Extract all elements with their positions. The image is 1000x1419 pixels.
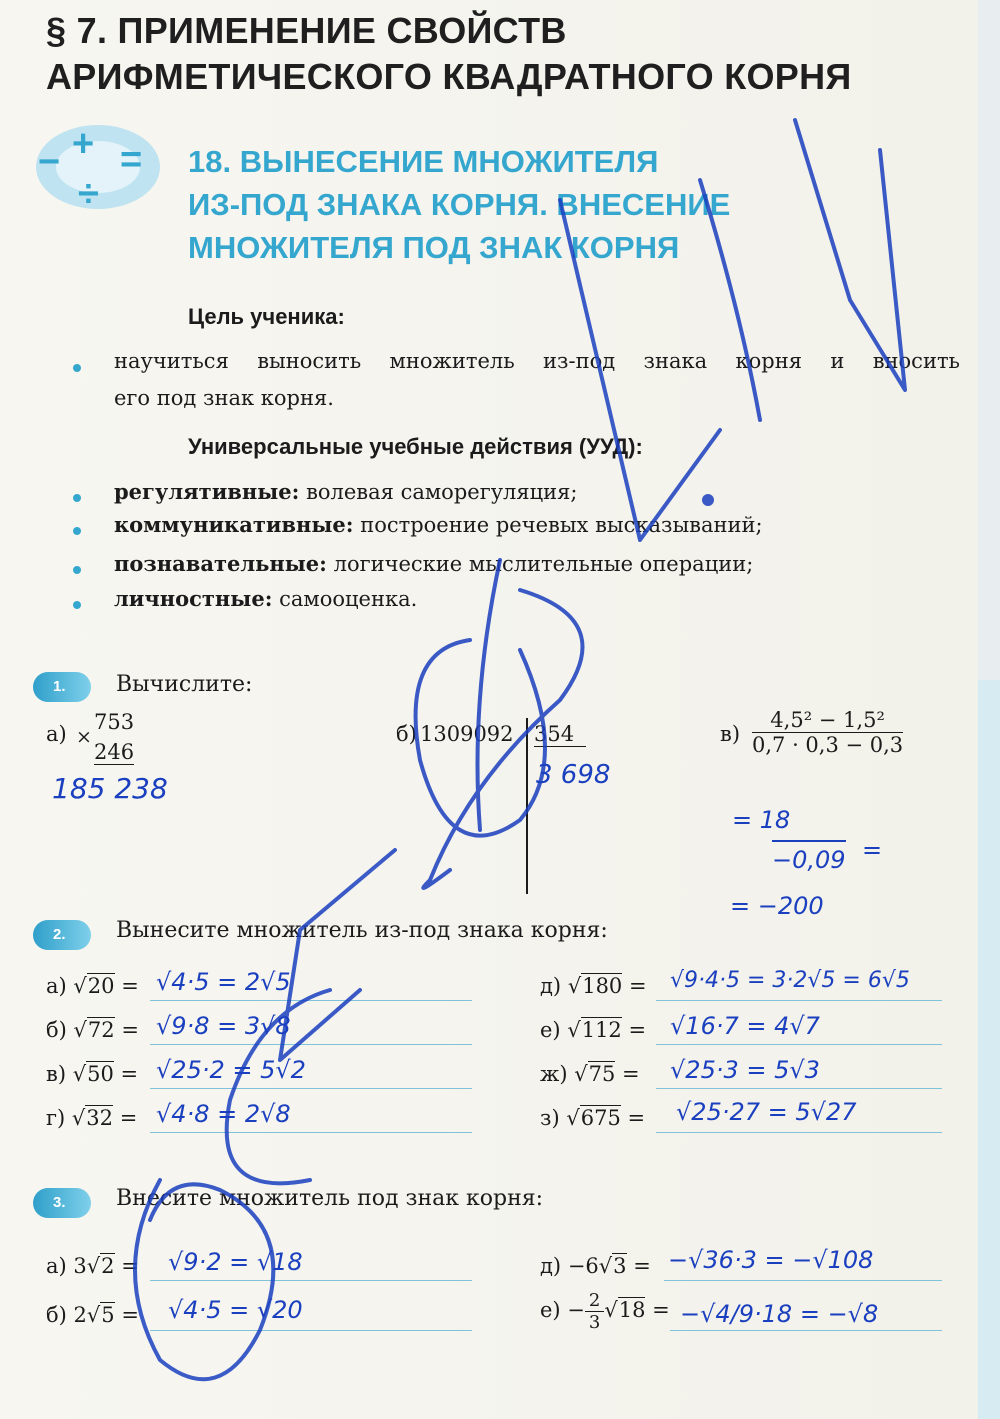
item-label: б): [46, 1018, 67, 1042]
sqrt-sign: √: [567, 1018, 581, 1042]
exercise-task: Внесите множитель под знак корня:: [116, 1186, 544, 1211]
uud-item-term: познавательные:: [114, 551, 327, 576]
handwritten-fraction-bar: [772, 840, 846, 842]
handwritten-answer: √4·5 = √20: [168, 1296, 303, 1324]
answer-line: [656, 1088, 942, 1089]
answer-line: [656, 1132, 942, 1133]
exercise-task: Вычислите:: [116, 672, 253, 697]
uud-item: [114, 507, 763, 543]
answer-line: [656, 1000, 942, 1001]
handwritten-answer: √4·8 = 2√8: [156, 1100, 291, 1128]
ex2-item: д) √180 =: [540, 974, 647, 998]
bullet: [73, 566, 81, 574]
radicand: 675: [580, 1106, 621, 1130]
page-edge: [978, 0, 1000, 680]
section-title: [188, 140, 730, 269]
item-label: б): [46, 1303, 67, 1327]
sqrt-sign: √: [72, 1062, 87, 1086]
ex1-a-bottom: 246: [94, 740, 135, 764]
sqrt-sign: √: [604, 1298, 618, 1322]
answer-line: [656, 1044, 942, 1045]
answer-line: [150, 1044, 472, 1045]
section-title-line2: ИЗ-ПОД ЗНАКА КОРНЯ. ВНЕСЕНИЕ: [188, 187, 731, 222]
sqrt-sign: √: [86, 1303, 101, 1327]
radicand: 2: [101, 1254, 115, 1278]
handwritten-answer: √4·5 = 2√5: [156, 968, 291, 996]
radicand: 75: [588, 1062, 616, 1086]
ex1-b-divisor: 354: [534, 722, 586, 747]
uud-item-term: регулятивные:: [114, 479, 300, 504]
coefficient: −6: [567, 1254, 599, 1278]
handwritten-answer: √25·3 = 5√3: [670, 1056, 820, 1084]
goal-text-line1: научиться выносить множитель из-под знака корня и вносить: [114, 349, 960, 373]
ex1-b-label: б): [396, 722, 417, 746]
item-label: з): [540, 1106, 560, 1130]
handwritten-step: = 18: [732, 806, 791, 834]
handwritten-answer: √25·27 = 5√27: [676, 1098, 857, 1126]
ex2-item: б) √72 =: [46, 1018, 139, 1042]
coefficient: 3: [73, 1254, 87, 1278]
ex2-item: ж) √75 =: [540, 1062, 640, 1086]
radicand: 18: [618, 1298, 646, 1322]
exercise-number: 1.: [33, 672, 91, 702]
uud-heading: Универсальные учебные действия (УУД):: [188, 434, 643, 459]
radicand: 5: [101, 1303, 115, 1327]
division-bar: [526, 718, 528, 894]
item-label: а): [46, 1254, 67, 1278]
item-label: д): [540, 974, 562, 998]
math-signs-icon: [28, 112, 188, 222]
uud-item: [114, 474, 577, 510]
radicand: 180: [582, 974, 623, 998]
svg-text:=: =: [120, 139, 143, 181]
uud-item: [114, 581, 417, 617]
handwritten-step: −0,09: [772, 846, 846, 874]
coefficient: 2: [73, 1303, 87, 1327]
radicand: 3: [613, 1254, 627, 1278]
sqrt-sign: √: [73, 974, 87, 998]
answer-line: [150, 1088, 472, 1089]
multiply-sign: ×: [76, 726, 92, 748]
ex1-v-fraction: [752, 708, 903, 757]
answer-line: [150, 1280, 472, 1281]
svg-text:÷: ÷: [78, 173, 99, 215]
ex2-item: в) √50 =: [46, 1062, 139, 1086]
bullet: [73, 601, 81, 609]
handwritten-step: = −200: [730, 892, 824, 920]
answer-line: [150, 1000, 472, 1001]
fraction: [585, 1290, 604, 1333]
item-label: д): [540, 1254, 562, 1278]
sqrt-sign: √: [71, 1106, 86, 1130]
sqrt-sign: √: [567, 974, 582, 998]
uud-item-desc: построение речевых высказываний;: [353, 513, 763, 537]
fraction-numerator: 2: [585, 1290, 604, 1312]
ex2-item: а) √20 =: [46, 974, 139, 998]
exercise-number: 2.: [33, 920, 91, 950]
item-label: г): [46, 1106, 66, 1130]
handwritten-answer: √9·2 = √18: [168, 1248, 303, 1276]
ex1-b-dividend: 1309092: [420, 722, 514, 746]
item-label: ж): [540, 1062, 568, 1086]
handwritten-answer: 185 238: [52, 772, 168, 805]
chapter-title: [46, 8, 852, 100]
ex2-item: з) √675 =: [540, 1106, 646, 1130]
item-label: в): [46, 1062, 67, 1086]
radicand: 72: [87, 1018, 115, 1042]
handwritten-answer: √9·8 = 3√8: [156, 1012, 291, 1040]
sqrt-sign: √: [566, 1106, 580, 1130]
answer-line: [150, 1132, 472, 1133]
ex1-a-label: а): [46, 722, 67, 746]
uud-item-desc: волевая саморегуляция;: [299, 480, 578, 504]
item-label: е): [540, 1018, 561, 1042]
exercise-number: 3.: [33, 1188, 91, 1218]
section-title-line3: МНОЖИТЕЛЯ ПОД ЗНАК КОРНЯ: [188, 230, 680, 265]
radicand: 32: [86, 1106, 114, 1130]
fraction-denominator: 3: [588, 1312, 601, 1333]
sqrt-sign: √: [73, 1018, 87, 1042]
handwritten-step: =: [862, 836, 883, 864]
sqrt-sign: √: [86, 1254, 101, 1278]
uud-item: [114, 546, 753, 582]
ex2-item: г) √32 =: [46, 1106, 138, 1130]
handwritten-answer: √9·4·5 = 3·2√5 = 6√5: [670, 968, 910, 993]
page-edge-tab: [978, 680, 1000, 1419]
sqrt-sign: √: [574, 1062, 588, 1086]
handwritten-answer: 3 698: [536, 760, 611, 790]
uud-item-desc: логические мыслительные операции;: [326, 552, 754, 576]
ex1-v-label: в): [720, 722, 741, 746]
ex3-item: б) 2√5 =: [46, 1303, 139, 1327]
bullet: [73, 364, 81, 372]
item-label: е): [540, 1298, 561, 1322]
uud-item-term: личностные:: [114, 586, 273, 611]
sqrt-sign: √: [598, 1254, 613, 1278]
ex3-item: а) 3√2 =: [46, 1254, 139, 1278]
ex2-item: е) √112 =: [540, 1018, 647, 1042]
radicand: 50: [87, 1062, 114, 1086]
svg-text:−: −: [38, 141, 61, 183]
goal-heading: Цель ученика:: [188, 304, 345, 329]
answer-line: [664, 1280, 942, 1281]
handwritten-answer: √25·2 = 5√2: [156, 1056, 306, 1084]
answer-line: [670, 1330, 942, 1331]
radicand: 20: [87, 974, 115, 998]
exercise-task: Вынесите множитель из-под знака корня:: [116, 918, 608, 943]
fraction-numerator: 4,5² − 1,5²: [752, 708, 903, 733]
svg-text:+: +: [72, 123, 95, 165]
chapter-title-line1: § 7. ПРИМЕНЕНИЕ СВОЙСТВ: [46, 10, 567, 51]
handwritten-answer: −√36·3 = −√108: [668, 1246, 874, 1274]
ex3-item: е) − $\frac{2}{3}$ √18 =: [540, 1290, 670, 1333]
answer-line: [150, 1330, 472, 1331]
handwritten-answer: √16·7 = 4√7: [670, 1012, 820, 1040]
ex1-a-top: 753: [94, 710, 135, 734]
fraction: [752, 708, 903, 757]
chapter-title-line2: АРИФМЕТИЧЕСКОГО КВАДРАТНОГО КОРНЯ: [46, 56, 852, 97]
bullet: [73, 527, 81, 535]
ex3-item: д) −6√3 =: [540, 1254, 651, 1278]
section-title-line1: 18. ВЫНЕСЕНИЕ МНОЖИТЕЛЯ: [188, 144, 659, 179]
handwritten-answer: −√4/9·18 = −√8: [680, 1300, 879, 1328]
bullet: [73, 494, 81, 502]
item-label: а): [46, 974, 67, 998]
uud-item-term: коммуникативные:: [114, 512, 354, 537]
radicand: 112: [581, 1018, 622, 1042]
fraction-denominator: 0,7 · 0,3 − 0,3: [752, 733, 904, 757]
goal-text-line2: его под знак корня.: [114, 386, 334, 410]
uud-item-desc: самооценка.: [272, 587, 418, 611]
